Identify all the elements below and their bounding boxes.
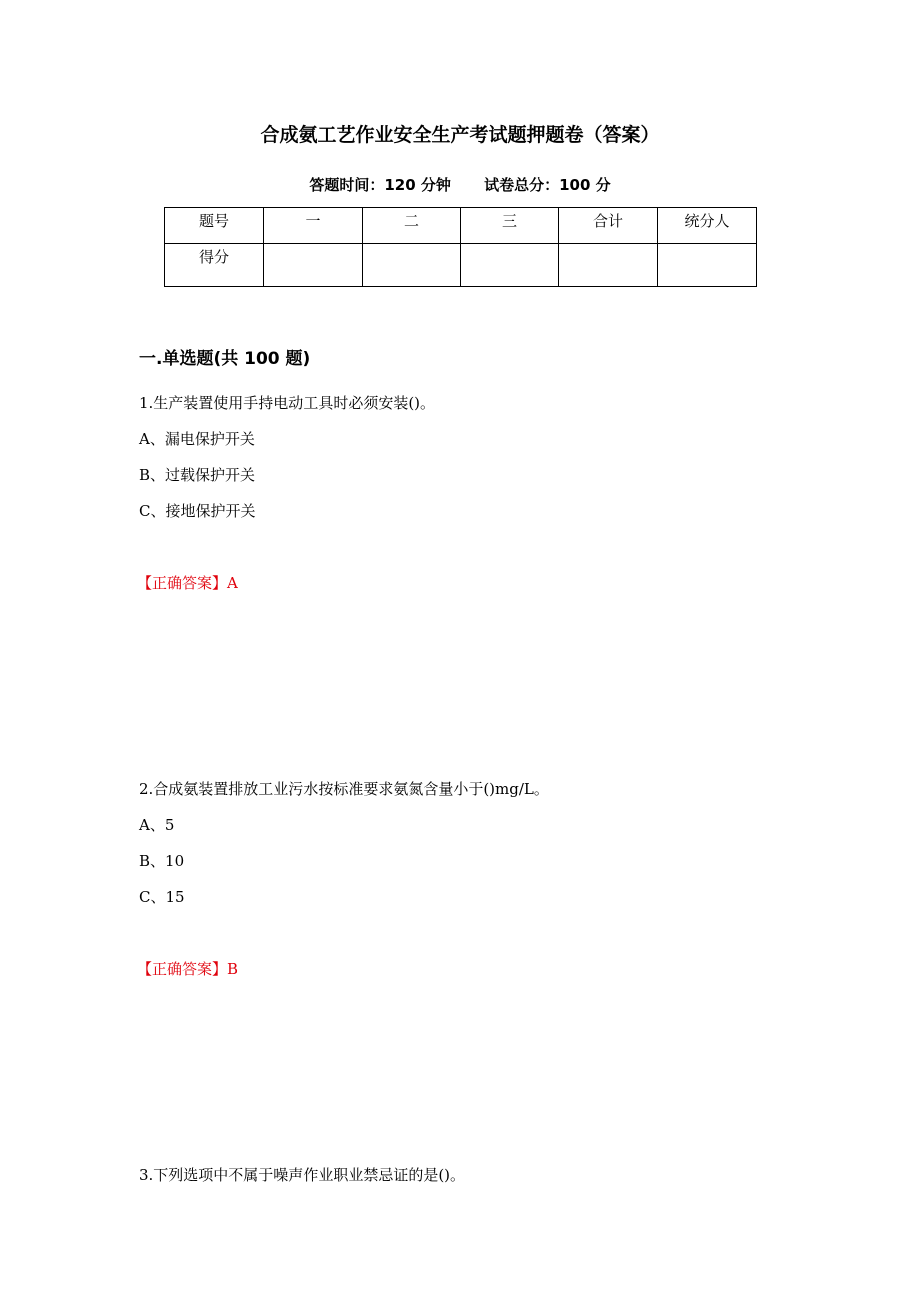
question-option: B、过载保护开关 (139, 466, 256, 484)
section-title: 一.单选题(共 100 题) (139, 349, 311, 369)
score-table-header-cell: 合计 (559, 208, 658, 244)
question-stem: 3.下列选项中不属于噪声作业职业禁忌证的是()。 (139, 1166, 466, 1184)
score-table-header-cell: 题号 (165, 208, 264, 244)
score-cell (461, 244, 559, 287)
score-table-header-cell: 三 (461, 208, 559, 244)
score-table-header-row (165, 208, 757, 244)
exam-meta (0, 172, 920, 198)
score-cell (363, 244, 461, 287)
document-title: 合成氨工艺作业安全生产考试题押题卷（答案） (260, 124, 660, 146)
score-cell (559, 244, 658, 287)
score-cell (658, 244, 757, 287)
score-table-header-cell: 二 (363, 208, 461, 244)
question-option: C、15 (139, 888, 185, 906)
question-option: A、5 (139, 816, 175, 834)
question-option: C、接地保护开关 (139, 502, 256, 520)
exam-time: 答题时间：120 分钟 (309, 176, 451, 194)
score-table-score-row (165, 244, 757, 287)
score-table-header-cell: 一 (264, 208, 363, 244)
question-option: B、10 (139, 852, 185, 870)
score-table (164, 207, 757, 287)
question-stem: 1.生产装置使用手持电动工具时必须安装()。 (139, 394, 436, 412)
question-stem: 2.合成氨装置排放工业污水按标准要求氨氮含量小于()mg/L。 (139, 780, 549, 798)
correct-answer: 【正确答案】B (137, 960, 239, 978)
score-table-header-cell: 统分人 (658, 208, 757, 244)
score-cell (264, 244, 363, 287)
total-score: 试卷总分：100 分 (484, 176, 611, 194)
correct-answer: 【正确答案】A (137, 574, 238, 592)
score-row-label: 得分 (165, 244, 264, 287)
question-option: A、漏电保护开关 (139, 430, 255, 448)
